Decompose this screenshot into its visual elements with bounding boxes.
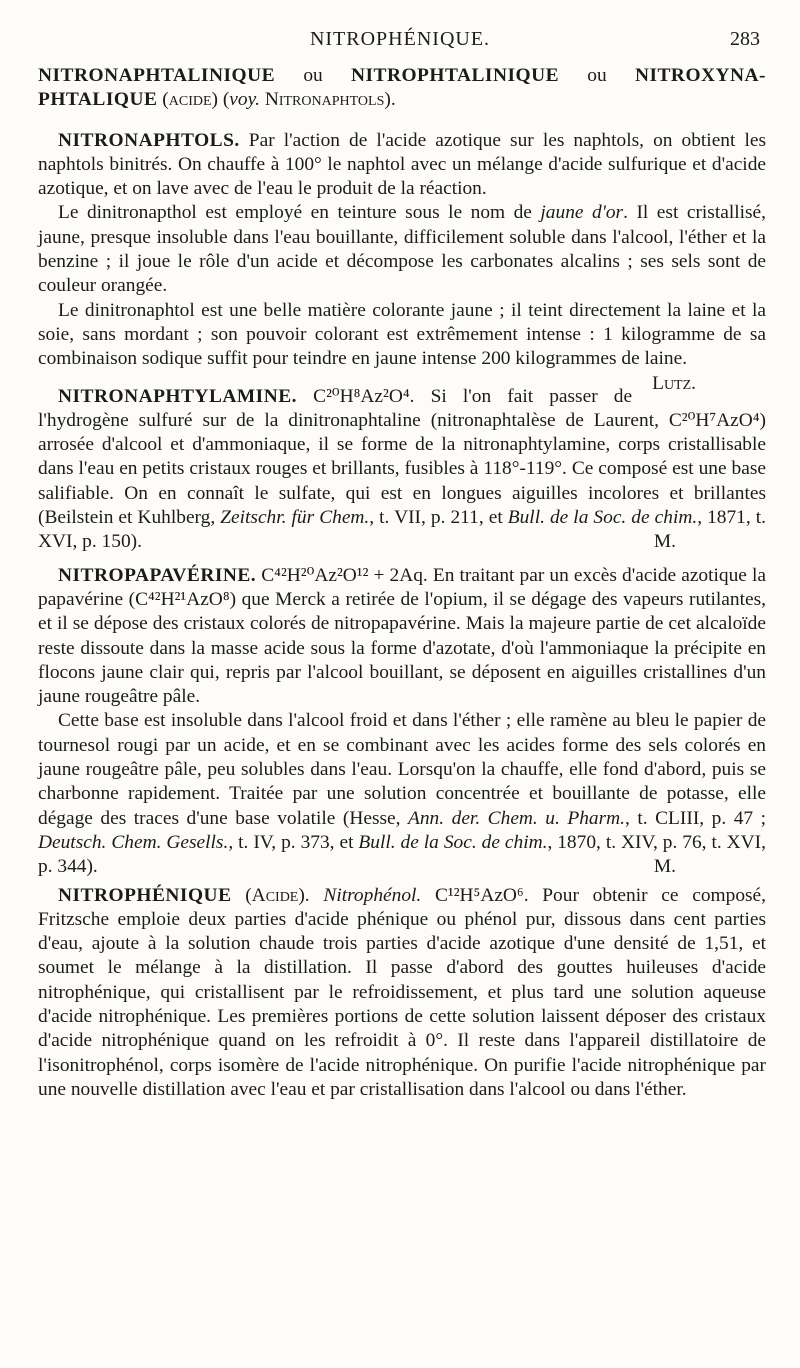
paragraph (38, 299, 766, 394)
italic-term: jaune d'or (540, 202, 624, 224)
paragraph-text: En traitant par un excès d'acide azotique la papavérine (C⁴²H²¹AzO⁸) que Merck a retirée de l'opium, il se dégage des vapeurs rutilantes, et il se dépose des cristaux colorés de nitropapavérine. Mais la majeure partie de cet alcaloïde reste dissoute dans la masse acide sous la forme d'azotate, d'où l'ammoniaque la précipite en flocons jaune clair qui, repris par l'alcool bouillant, se déposent en aiguilles cristallines d'un jaune rougeâtre pâle. (38, 564, 766, 708)
paragraph-text: , t. IV, p. 373, et (228, 831, 359, 853)
page-header (0, 28, 800, 56)
paragraph-text: Pour obtenir ce composé, Fritzsche emploie deux parties d'acide phénique ou phénol pur, dissous dans cent parties d'eau, ajoute à la solution chaude trois parties d'acide azotique d'une densité de 1,51, et soumet le mélange à la distillation. Il passe d'abord des gouttes huileuses d'acide nitrophénique, qui cristallisent par le refroidissement, et plus tard une solution aqueuse d'acide nitrophénique. Les premières portions de cette solution laissent déposer des cristaux d'acide nitrophénique quand on les refroidit à 0°. Il reste dans l'appareil distillatoire de l'isonitrophénol, corps isomère de l'acide nitrophénique. On purifie l'acide nitrophénique par une nouvelle distillation avec l'eau et par cristallisation dans l'alcool ou dans l'éther. (38, 884, 767, 1100)
headword: NITRONAPHTALINIQUE (38, 65, 276, 86)
entry-nitropapaverine (38, 564, 766, 710)
citation-title: Zeitschr. für Chem. (220, 507, 370, 529)
paragraph-text: Si l'on fait passer de l'hydrogène sulfuré sur de la dinitronaphtaline (nitronaphtalèse de Laurent, C²⁰H⁷AzO⁴) arrosée d'alcool et d'ammoniaque, il se forme de la nitronaphtylamine, corps cristallisable dans l'eau en petits cristaux rouges et brillants, fusibles à 118°-119°. Ce composé est une base salifiable. On en connaît le sulfate, qui est en longues aiguilles incolores et brillantes (Beilstein et Kuhlberg, (38, 385, 766, 529)
running-title: NITROPHÉNIQUE. (309, 28, 491, 50)
paragraph-text: , 1870, t. XIV, p. 76, t. XVI, p. 344). (38, 831, 766, 878)
citation-title: Ann. der. Chem. u. Pharm. (408, 807, 625, 829)
paragraph-text: Cette base est insoluble dans l'alcool froid et dans l'éther ; elle ramène au bleu le papier de tournesol rougi par un acide, et en se combinant avec les acides forme des sels colorés en jaune rougeâtre pâle, peu solubles dans l'eau. Lorsqu'on la chauffe, elle fond d'abord, puis se charbonne rapidement. Traitée par une solution concentrée et bouillante de potasse, elle dégage des traces d'une base volatile (Hesse, (38, 710, 766, 829)
qualifier: (Acide). (231, 884, 310, 906)
paragraph-text: Par l'action de l'acide azotique sur les naphtols, on obtient les naphtols binitrés. On chauffe à 100° le naphtol avec un mélange d'acide sulfurique et d'acide azotique, et on lave avec de l'eau le produit de la réaction. (38, 129, 766, 200)
paragraph-text: , 1871, t. XVI, p. 150). (38, 507, 766, 553)
paragraph (38, 709, 766, 879)
headword: NITROPHÉNIQUE (58, 884, 232, 906)
author-signature: M. (653, 856, 676, 878)
entry-text: ). (384, 89, 396, 111)
entry-text: ou (559, 65, 635, 86)
paragraph-text: , t. VII, p. 211, et (369, 507, 508, 529)
paragraph-text: Le dinitronapthol est employé en teinture sous le nom de (58, 202, 541, 224)
citation-title: Deutsch. Chem. Gesells. (38, 831, 229, 853)
citation-title: Bull. de la Soc. de chim. (358, 831, 548, 853)
body-text (38, 64, 766, 1102)
chemical-formula: C¹²H⁵AzO⁶. (421, 884, 529, 906)
chemical-formula: C⁴²H²⁰Az²O¹² + 2Aq. (256, 564, 428, 586)
entry-text: ou (275, 65, 351, 86)
entry-nitronaphtols (38, 129, 766, 202)
headword: NITROPHTALINIQUE (350, 65, 560, 86)
cross-reference: Nitronaphtols (264, 89, 385, 111)
entry-nitronaphtylamine (38, 385, 766, 555)
author-signature: Lutz. (652, 372, 696, 394)
paragraph-text: . Il est cristallisé, jaune, presque insoluble dans l'eau bouillante, difficilement soluble dans l'alcool, l'éther et la benzine ; il joue le rôle d'un acide et décompose les carbonates alcalins ; ses sels sont de couleur orangée. (38, 202, 766, 297)
paragraph-text: , t. CLIII, p. 47 ; (625, 807, 767, 829)
headword: NITROPAPAVÉRINE. (58, 564, 257, 586)
headword: NITRONAPHTOLS. (58, 129, 240, 151)
headword: NITRONAPHTYLAMINE. (58, 385, 298, 407)
qualifier: (acide) (162, 89, 218, 111)
chemical-formula: C²⁰H⁸Az²O⁴. (297, 385, 415, 407)
entry-nitrophenique (38, 884, 766, 1103)
citation-title: Bull. de la Soc. de chim. (507, 507, 698, 529)
page-number: 283 (730, 28, 760, 50)
paragraph (38, 201, 766, 298)
voy-reference: voy. (229, 89, 260, 111)
author-signature: M. (653, 531, 676, 553)
italic-term: Nitrophénol. (309, 884, 422, 906)
headword: NITROXYNA-PHTALIQUE (38, 65, 766, 111)
paragraph-text: Le dinitronaphtol est une belle matière colorante jaune ; il teint directement la laine et la soie, sans mordant ; son pouvoir colorant est extrêmement intense : 1 kilogramme de sa combinaison sodique suffit pour teindre en jaune intense 200 kilogrammes de laine. (38, 299, 766, 370)
entry-nitronaphtalinique: NITRONAPHTALINIQUE ou NITROPHTALINIQUE ou NITROXYNA-PHTALIQUE (acide) (voy. Nitronaphtols). (38, 65, 766, 111)
